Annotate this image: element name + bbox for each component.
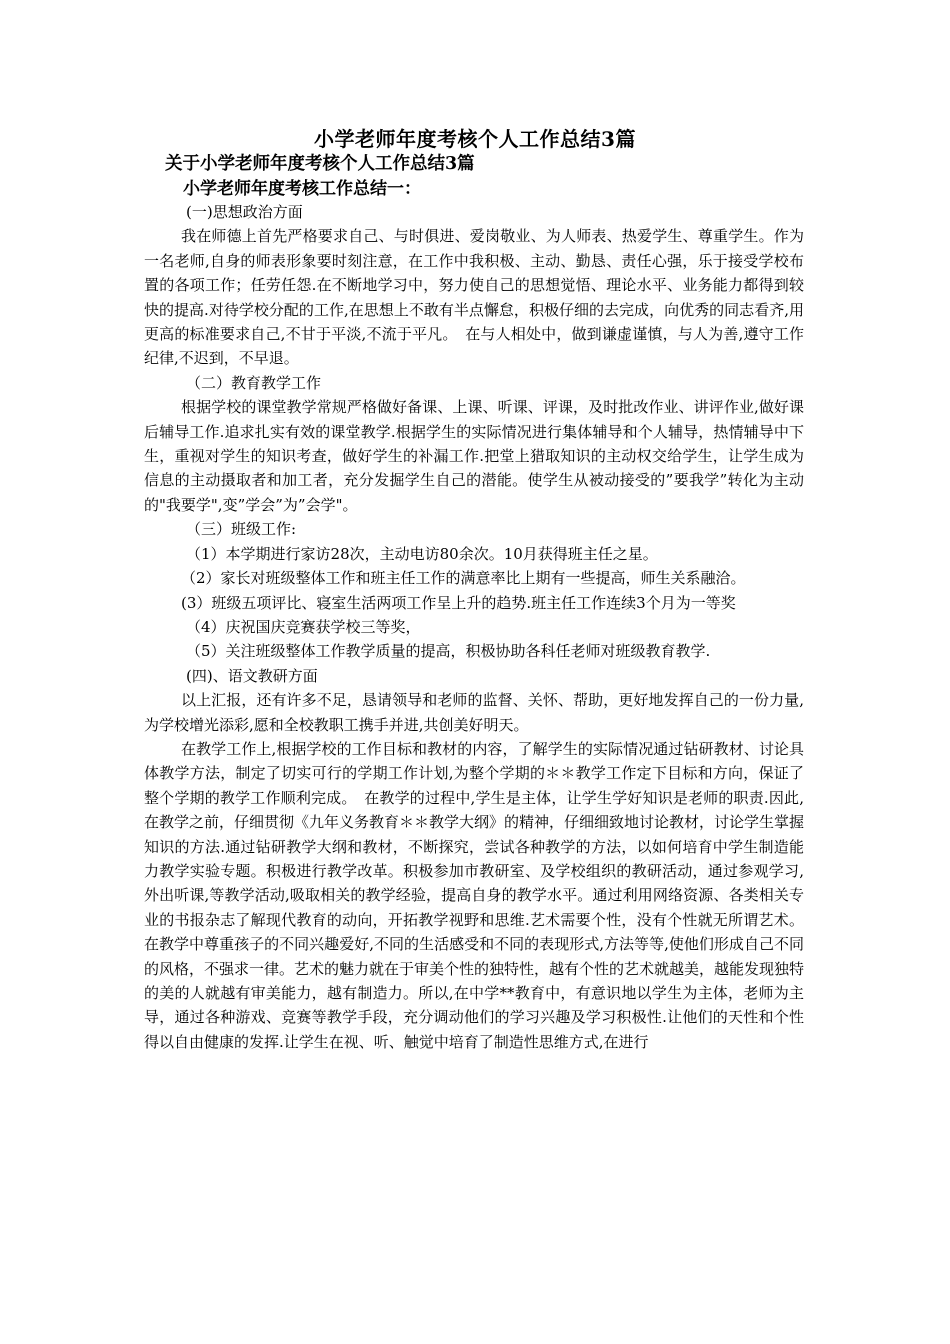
paragraph: 在教学工作上,根据学校的工作目标和教材的内容，了解学生的实际情况通过钻研教材、讨论具体教学方法，制定了切实可行的学期工作计划,为整个学期的＊＊教学工作定下目标和方向，保证了整个学期的教学工作顺利完成。 在教学的过程中,学生是主体，让学生学好知识是老师的职责.因此,在教学之前，仔细贯彻《九年义务教育＊＊教学大纲》的精神，仔细细致地讨论教材，讨论学生掌握知识的方法.通过钻研教学大纲和教材，不断探究，尝试各种教学的方法，以如何培育中学生制造能力教学实验专题。积极进行教学改革。积极参加市教研室、及学校组织的教研活动，通过参观学习,外出听课,等教学活动,吸取相关的教学经验，提高自身的教学水平。通过利用网络资源、各类相关专业的书报杂志了解现代教育的动向，开拓教学视野和思维.艺术需要个性，没有个性就无所谓艺术。在教学中尊重孩子的不同兴趣爱好,不同的生活感受和不同的表现形式,方法等等,使他们形成自己不同的风格，不强求一律。艺术的魅力就在于审美个性的独特性，越有个性的艺术就越美，越能发现独特的美的人就越有审美能力，越有制造力。所以,在中学**教育中，有意识地以学生为主体，老师为主导，通过各种游戏、竞赛等教学手段，充分调动他们的学习兴趣及学习积极性.让他们的天性和个性得以自由健康的发挥.让学生在视、听、触觉中培育了制造性思维方式,在进行 [144,739,805,1051]
paragraph: 以上汇报，还有许多不足，恳请领导和老师的监督、关怀、帮助，更好地发挥自己的一份力量,为学校增光添彩,愿和全校教职工携手并进,共创美好明天。 [144,691,804,734]
document-title: 小学老师年度考核个人工作总结3篇 [314,127,636,151]
section-heading: (四)、语文教研方面 [186,666,318,685]
paragraph: （2）家长对班级整体工作和班主任工作的满意率比上期有一些提高，师生关系融洽。 [181,569,746,588]
paragraph: (3）班级五项评比、寝室生活两项工作呈上升的趋势.班主任工作连续3个月为一等奖 [181,593,736,612]
section-title: 小学老师年度考核工作总结一： [183,179,421,199]
section-heading: （二）教育教学工作 [186,373,322,392]
section-heading: （三）班级工作: [186,520,297,539]
paragraph: 根据学校的课堂教学常规严格做好备课、上课、听课、评课，及时批改作业、讲评作业,做好课后辅导工作.追求扎实有效的课堂教学.根据学生的实际情况进行集体辅导和个人辅导，热情辅导中下生，重视对学生的知识考查，做好学生的补漏工作.把堂上猎取知识的主动权交给学生，让学生成为信息的主动摄取者和加工者，充分发掘学生自己的潜能。使学生从被动接受的”要我学”转化为主动的"我要学",变”学会”为”会学"。 [144,398,804,514]
section-heading: （4）庆祝国庆竞赛获学校三等奖， [186,617,421,636]
section-heading: (一)思想政治方面 [186,203,303,221]
section-heading: （5）关注班级整体工作教学质量的提高，积极协助各科任老师对班级教育教学. [186,642,711,661]
paragraph: 我在师德上首先严格要求自己、与时俱进、爱岗敬业、为人师表、热爱学生、尊重学生。作为一名老师,自身的师表形象要时刻注意，在工作中我积极、主动、勤恳、责任心强，乐于接受学校布置的各项工作；任劳任怨.在不断地学习中，努力使自己的思想觉悟、理论水平、业务能力都得到较快的提高.对待学校分配的工作,在思想上不敢有半点懈怠，积极仔细的去完成，向优秀的同志看齐,用更高的标准要求自己,不甘于平淡,不流于平凡。 在与人相处中，做到谦虚谨慎，与人为善,遵守工作纪律,不迟到，不早退。 [144,227,804,368]
section-heading: （1）本学期进行家访28次，主动电访80余次。10月获得班主任之星。 [186,544,658,563]
document-subtitle: 关于小学老师年度考核个人工作总结3篇 [165,154,475,174]
document-body [144,200,804,1054]
